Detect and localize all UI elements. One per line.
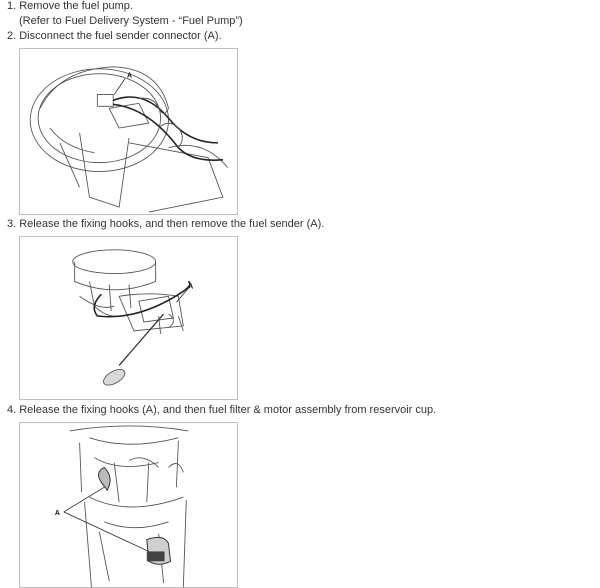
figure-2-callout-a: A (188, 283, 194, 291)
figure-filter-motor-assembly (19, 422, 238, 588)
figure-fuel-sender-removal (19, 236, 238, 400)
figure-1-drawing (20, 49, 237, 214)
figure-3-callout-a: A (54, 509, 60, 517)
figure-1-callout-a: A (127, 72, 133, 80)
step-1-text: 1. Remove the fuel pump. (7, 0, 133, 12)
figure-3-leader-line-2 (64, 512, 149, 552)
figure-3-leader-line-1 (64, 487, 105, 512)
figure-2-drawing (20, 237, 237, 399)
figure-3-drawing (20, 423, 237, 587)
step-3-text: 3. Release the fixing hooks, and then remove the fuel sender (A). (7, 218, 325, 230)
figure-fuel-sender-connector (19, 48, 238, 215)
step-1-reference-note: (Refer to Fuel Delivery System - “Fuel Pump”) (19, 15, 243, 27)
step-4-text: 4. Release the fixing hooks (A), and then fuel filter & motor assembly from reservoir cup. (7, 404, 437, 416)
figure-1-leader-line (114, 79, 125, 95)
step-2-text: 2. Disconnect the fuel sender connector (A). (7, 30, 222, 42)
